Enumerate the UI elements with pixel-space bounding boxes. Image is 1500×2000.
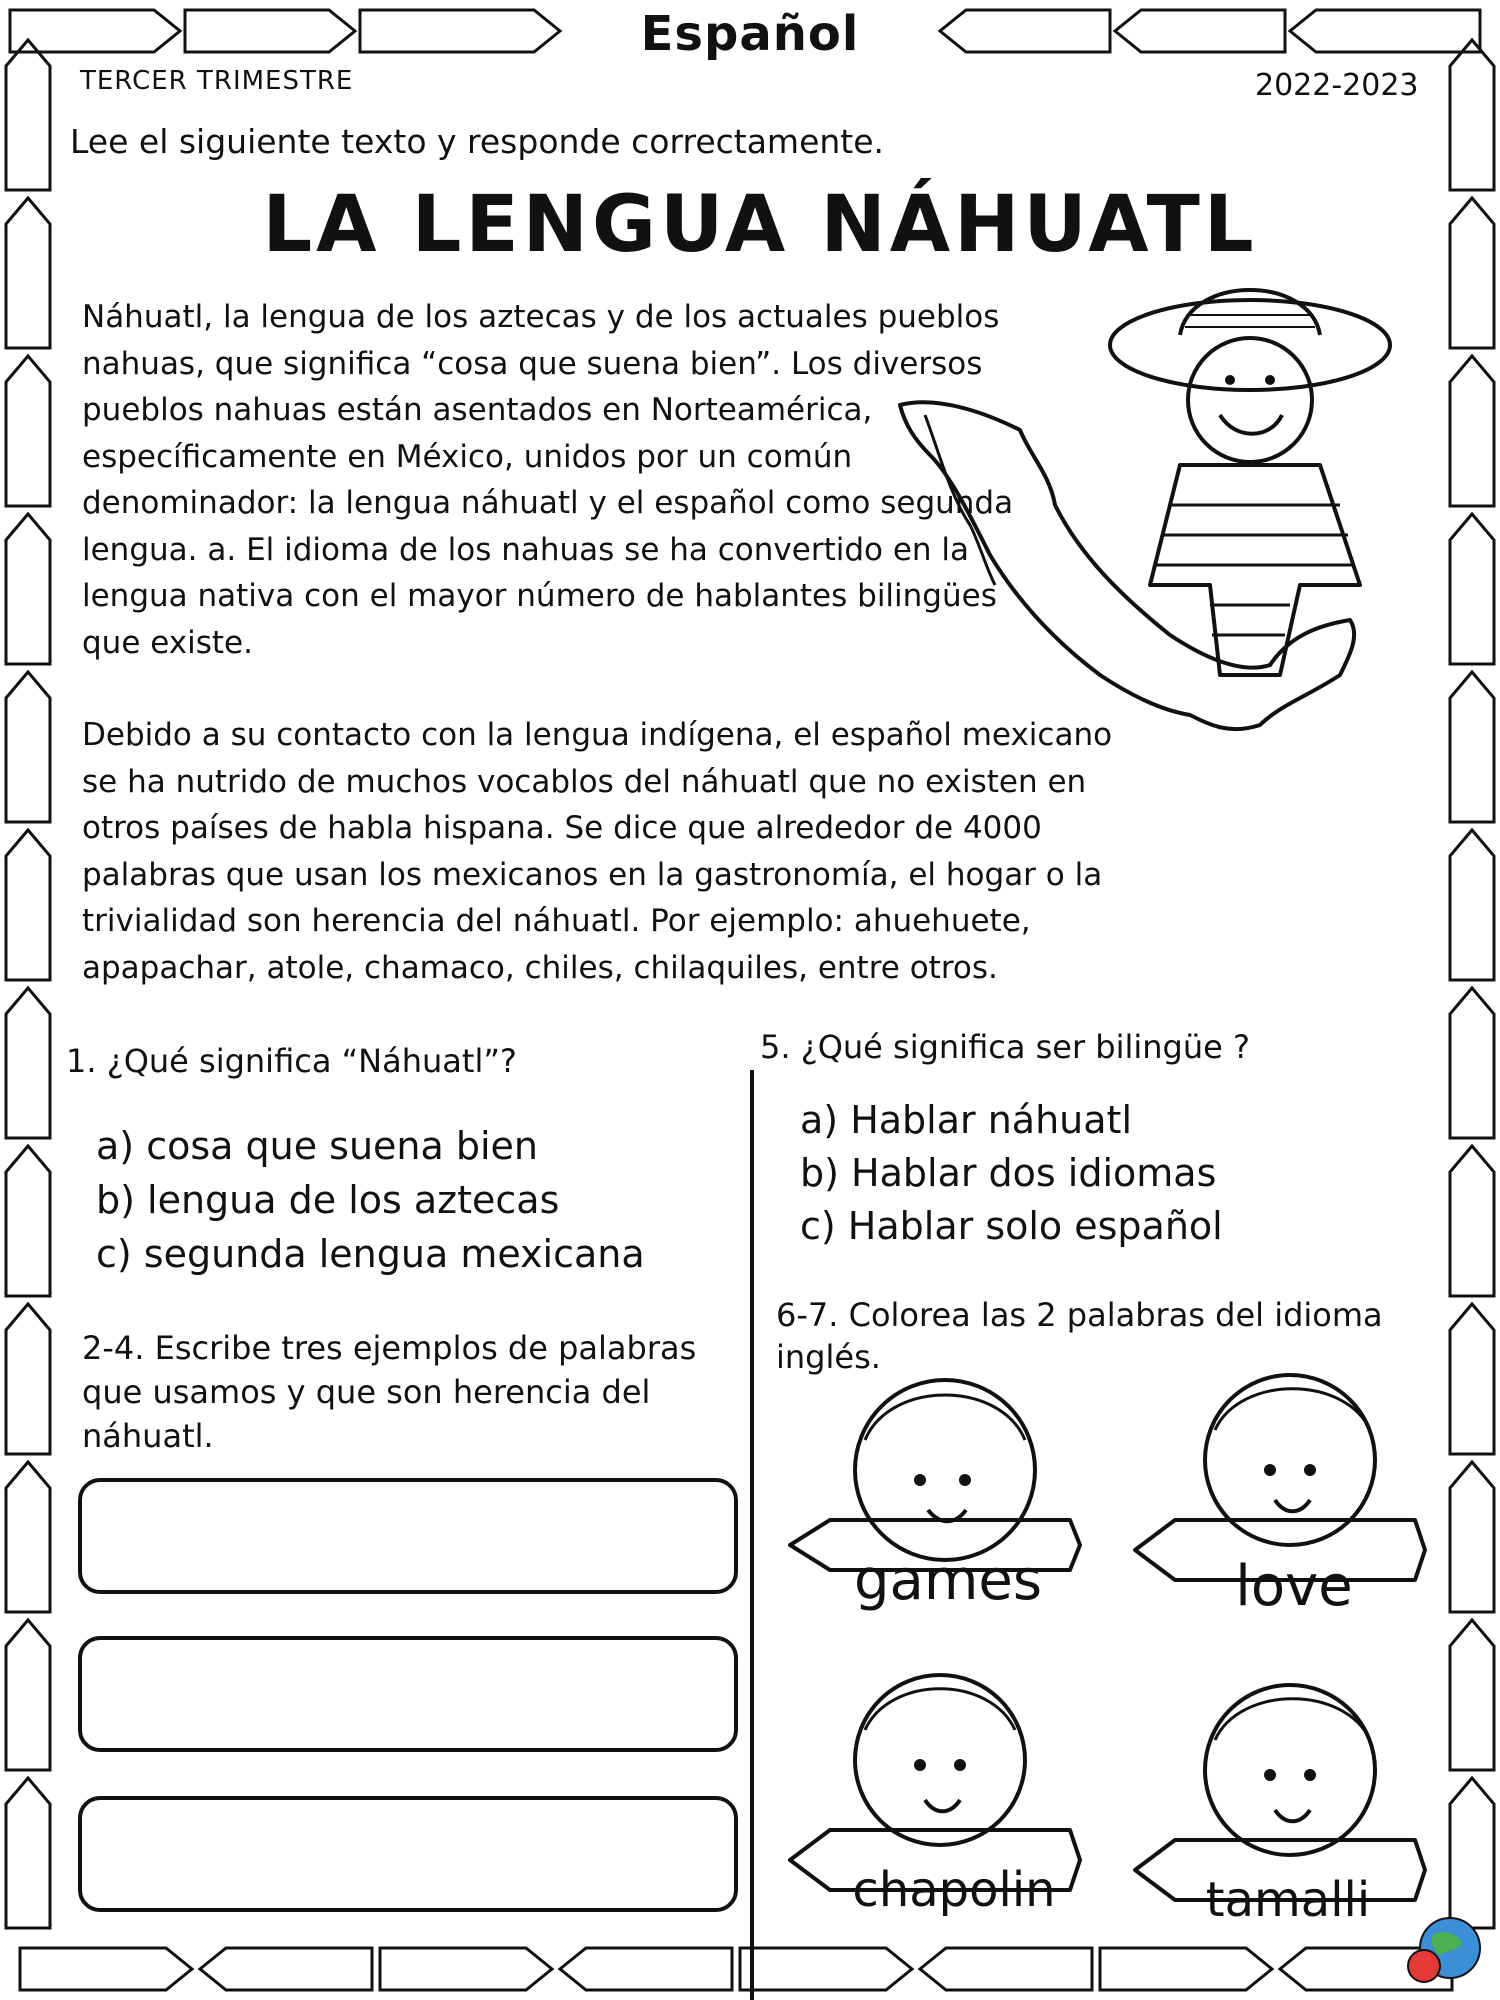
border-pencil [6,40,50,190]
reading-paragraph-2: Debido a su contacto con la lengua indígena, el español mexicano se ha nutrido de muchos vocablos del náhuatl que no existen en otros países de habla hispana. Se dice que alrededor de 4000 palabras que usan los mexicanos en la gastronomía, el hogar o la trivialidad son herencia del náhuatl. Por ejemplo: ahuehuete, apapachar, atole, chamaco, chiles, chilaquiles, entre otros. [82,717,1113,986]
border-pencil [6,1146,50,1296]
subject-title: Español [640,6,860,62]
border-pencil [6,198,50,348]
border-pencil [6,1304,50,1454]
pencil-word-love[interactable]: love [1235,1554,1353,1619]
border-pencil [1450,514,1494,664]
question-5-option-a[interactable]: a) Hablar náhuatl [800,1098,1132,1142]
pencil-word-tamalli[interactable]: tamalli [1205,1872,1371,1928]
border-pencil [1450,672,1494,822]
border-pencil [10,10,180,52]
globe-abc-logo-icon [1402,1908,1484,1990]
question-5-option-b[interactable]: b) Hablar dos idiomas [800,1151,1217,1195]
answer-box-1[interactable] [78,1478,738,1594]
border-pencil [1450,830,1494,980]
school-year: 2022-2023 [1255,68,1419,103]
question-5-prompt: 5. ¿Qué significa ser bilingüe ? [760,1028,1250,1066]
border-pencil [6,672,50,822]
question-2-4-prompt: 2-4. Escribe tres ejemplos de palabras que usamos y que son herencia del náhuatl. [82,1329,697,1455]
border-pencil [1450,40,1494,190]
border-pencil [1450,198,1494,348]
question-1-prompt: 1. ¿Qué significa “Náhuatl”? [66,1042,517,1080]
term-label: TERCER TRIMESTRE [80,66,354,96]
question-5-option-c[interactable]: c) Hablar solo español [800,1204,1223,1248]
pencil-word-chapolin[interactable]: chapolin [852,1862,1056,1918]
mexico-map-boy-illustration [880,255,1400,765]
border-pencil [1115,10,1285,52]
border-pencil [200,1948,372,1990]
question-1-option-c[interactable]: c) segunda lengua mexicana [96,1232,645,1276]
border-pencil [6,988,50,1138]
answer-box-3[interactable] [78,1796,738,1912]
question-1-option-b[interactable]: b) lengua de los aztecas [96,1178,560,1222]
border-pencil [1290,10,1480,52]
column-divider [750,1070,754,2000]
border-pencil [1450,988,1494,1138]
border-pencil [560,1948,732,1990]
reading-paragraph-1: Náhuatl, la lengua de los aztecas y de los actuales pueblos nahuas, que significa “cosa que suena bien”. Los diversos pueblos nahuas están asentados en Norteamérica, específicamente en México, unidos por un común denominador: la lengua náhuatl y el español como segunda lengua. a. El idioma de los nahuas se ha convertido en la lengua nativa con el mayor número de hablantes bilingües que existe. [82,299,1014,661]
border-pencil [1450,1146,1494,1296]
border-pencil [20,1948,192,1990]
question-6-7-prompt: 6-7. Colorea las 2 palabras del idioma inglés. [776,1296,1383,1376]
border-pencil [6,1462,50,1612]
border-pencil [360,10,560,52]
border-pencil [6,356,50,506]
border-pencil [6,1778,50,1928]
worksheet-title: LA LENGUA NÁHUATL [262,180,1258,270]
answer-box-2[interactable] [78,1636,738,1752]
question-1-option-a[interactable]: a) cosa que suena bien [96,1124,539,1168]
instruction-text: Lee el siguiente texto y responde correctamente. [70,122,885,161]
border-pencil [380,1948,552,1990]
pencil-word-games[interactable]: games [853,1548,1043,1613]
border-pencil [940,10,1110,52]
border-pencil [6,1620,50,1770]
border-pencil [6,514,50,664]
border-pencil [185,10,355,52]
border-pencil [1450,356,1494,506]
border-pencil [6,830,50,980]
